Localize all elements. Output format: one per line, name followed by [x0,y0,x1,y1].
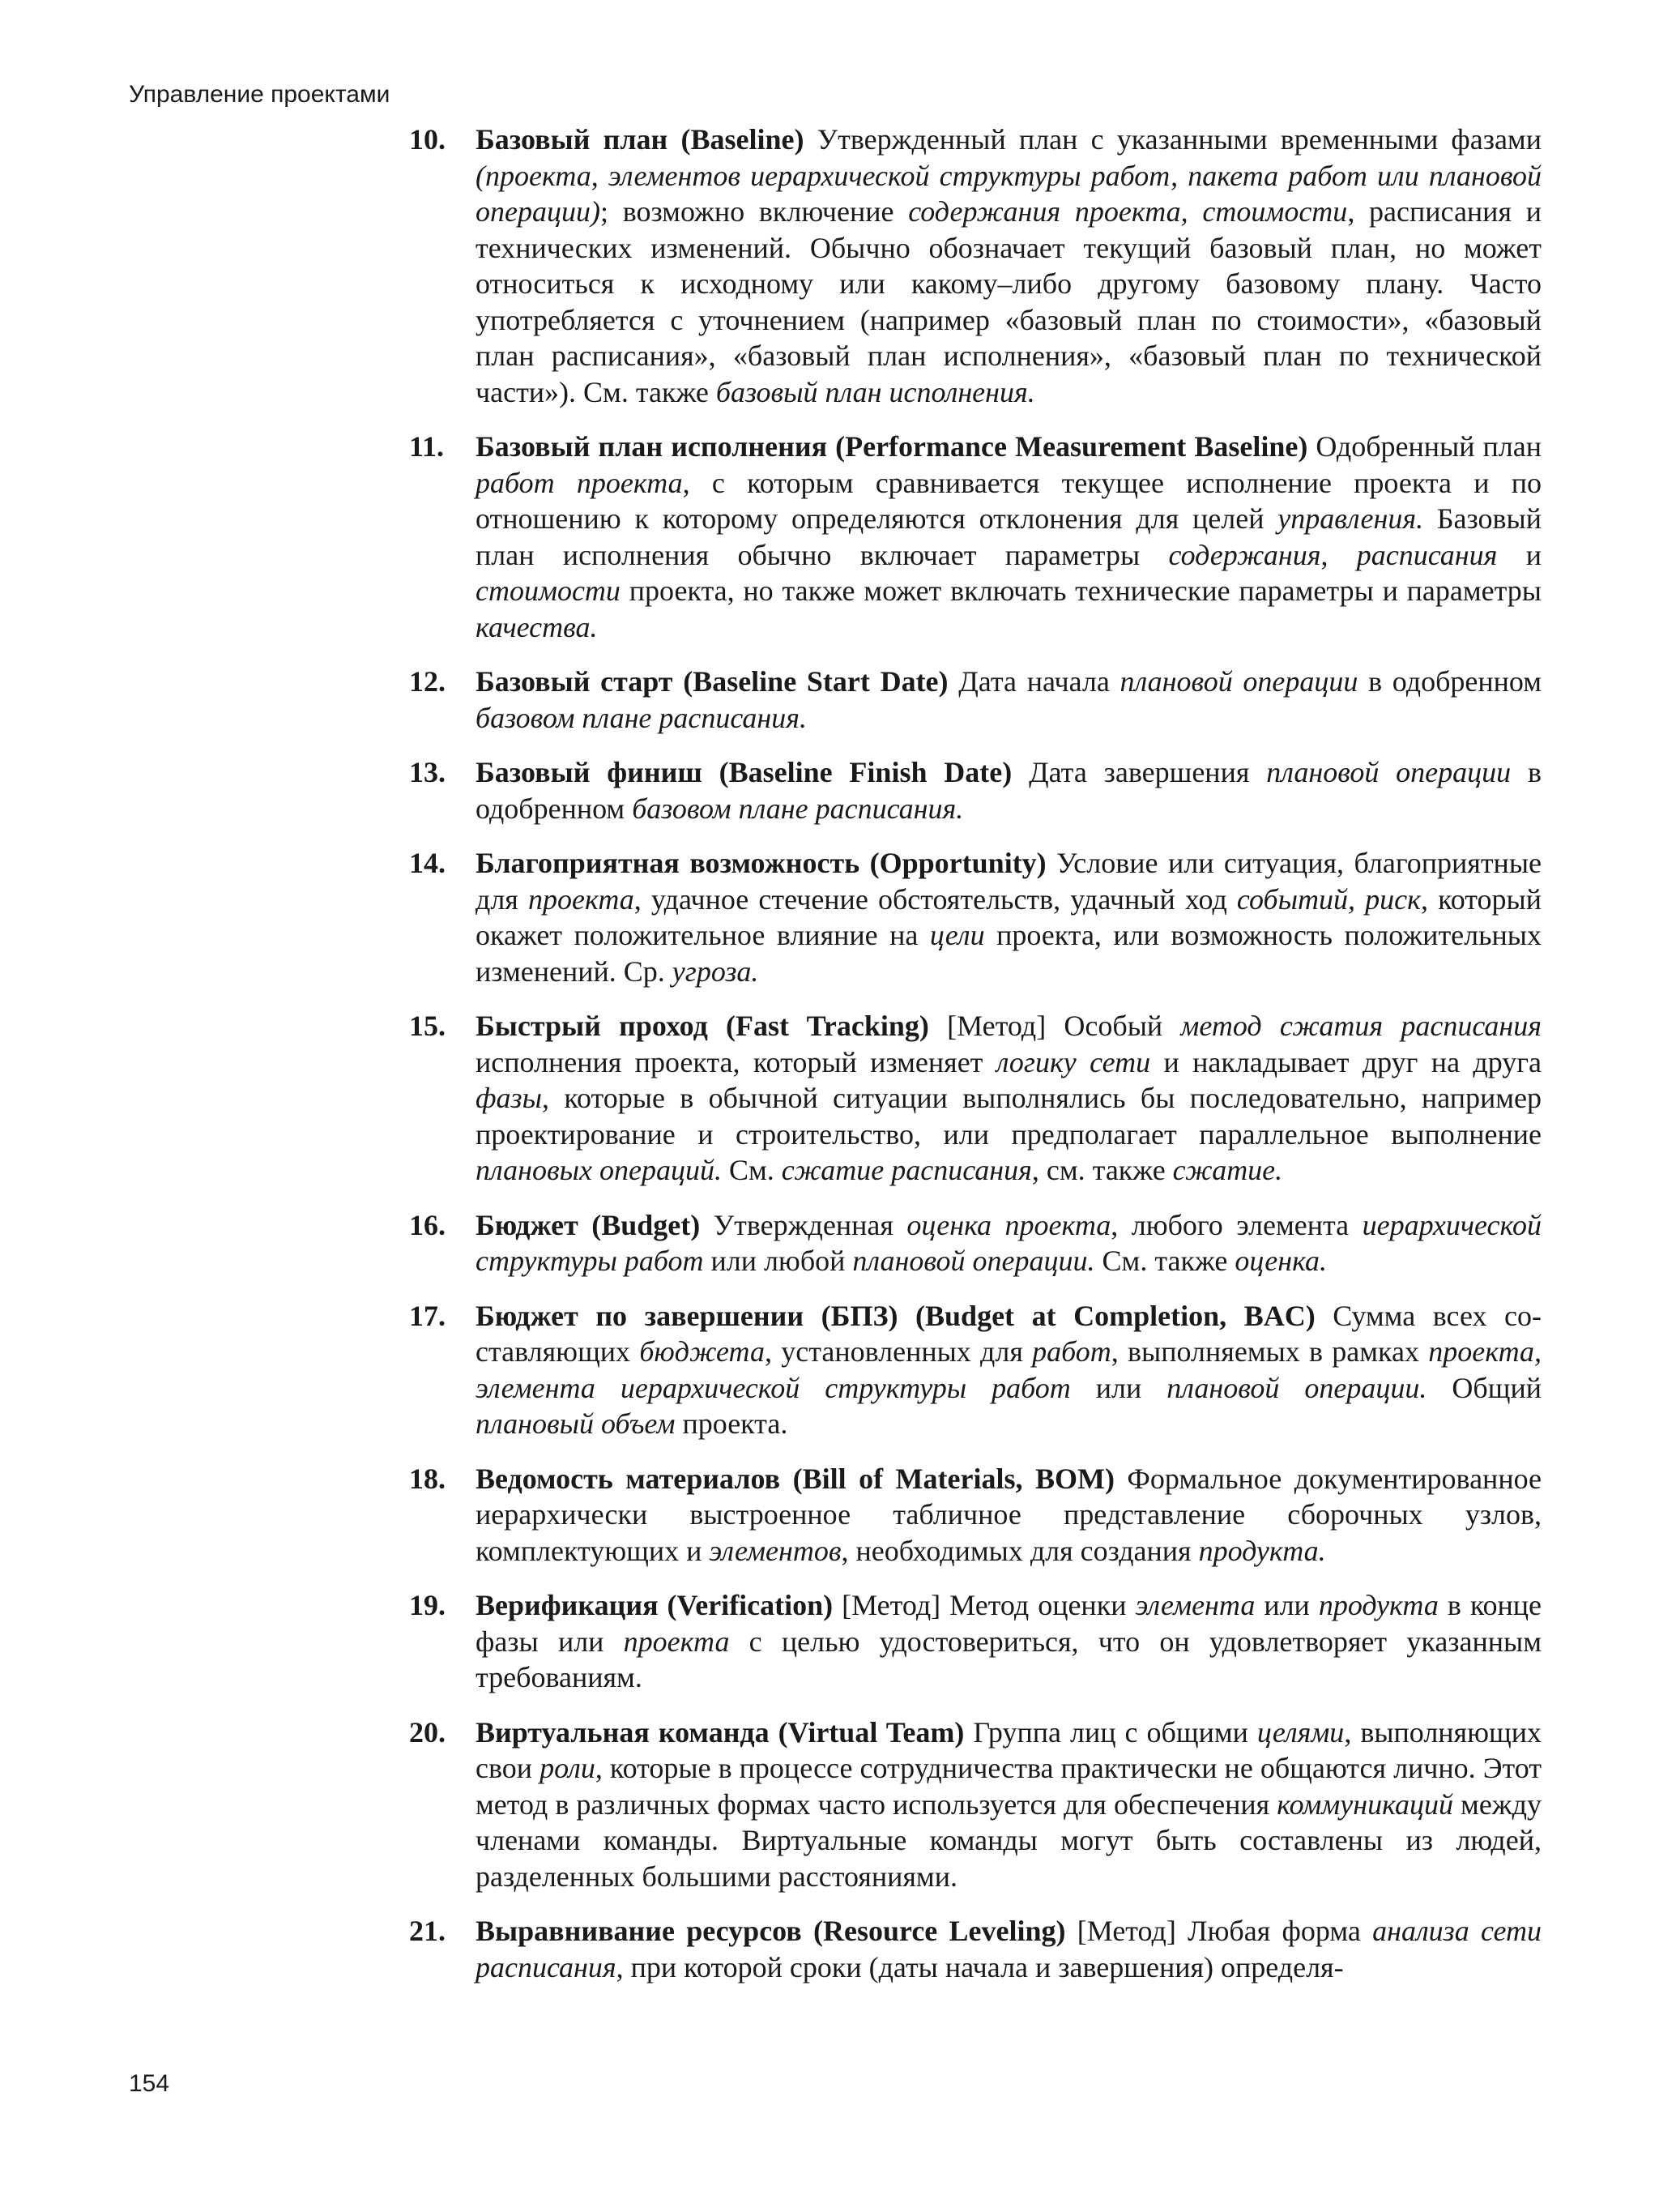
entry-number: 16. [409,1208,446,1241]
glossary-entry [409,1587,1542,1696]
entry-number: 13. [409,756,446,788]
entry-italic-text: метод сжатия расписания [1180,1010,1542,1042]
entry-italic-text: элементов [709,1534,842,1567]
entry-text: исполнения проекта, который изменяет [476,1045,996,1078]
entry-italic-text: проекта [623,1625,730,1658]
entry-italic-text: иерархической структуры работ [476,1208,1542,1277]
entry-italic-text: плановый объем [476,1407,676,1440]
entry-term: Базовый план исполнения (Performance Measurement Baseline) [476,430,1308,463]
entry-italic-text: сжатие. [1172,1154,1283,1186]
entry-italic-text: плановой операции. [852,1245,1095,1277]
entry-italic-text: коммуникаций [1277,1787,1454,1821]
entry-term: Ведомость материалов (Bill of Materials, BOM) [476,1462,1115,1495]
entry-italic-text: содержания проекта, стоимости [908,195,1348,228]
entry-term: Благоприятная возможность (Opportunity) [476,847,1047,879]
glossary-entry [409,1298,1542,1442]
entry-text: См. [721,1154,782,1186]
entry-text: или [1255,1589,1319,1621]
glossary-entry [409,845,1542,989]
glossary-entry [409,754,1542,826]
entry-text: Формальное документированное иерархически выстроенное табличное представление сборочных узлов, комплектующих и [476,1462,1542,1567]
glossary-entry [409,1715,1542,1895]
entry-text: Группа лиц с общими [964,1715,1257,1749]
entry-italic-text: управления. [1277,502,1424,535]
entry-italic-text: проекта [527,882,634,916]
entry-number: 11. [409,430,445,463]
entry-italic-text: плановых операций. [476,1154,722,1186]
entry-italic-text: расписания [1356,538,1498,571]
entry-term: Бюджет (Budget) [476,1208,701,1241]
running-header: Управление проектами [129,81,390,108]
entry-text: в одобренном [1358,665,1542,698]
glossary-entry [409,664,1542,736]
glossary-entry [409,1461,1542,1569]
entry-italic-text: плановой операции [1266,756,1512,788]
glossary-entry [409,429,1542,645]
glossary-list [409,122,1542,2004]
entry-italic-text: продукта [1318,1589,1439,1621]
entry-italic-text: оценка проекта [906,1208,1111,1241]
entry-text: с целью удостовериться, что он удовлетворяет указанным требованиям. [476,1625,1542,1693]
entry-italic-text: базовом плане расписания. [632,792,964,825]
entry-italic-text: анализа сети расписания [476,1915,1542,1984]
entry-italic-text: (проекта, элементов иерархической структуры работ, пакета работ или плановой операции) [476,159,1542,228]
entry-italic-text: содержания [1168,538,1321,571]
entry-text: Утвержденная [700,1208,907,1241]
entry-text: [Метод] Любая форма [1065,1915,1373,1947]
entry-text: Утвержденный план с указанными временными фазами [804,123,1542,156]
entry-text: , при которой сроки (даты начала и завершения) определя- [616,1950,1344,1984]
entry-italic-text: работ [1032,1335,1111,1368]
entry-text: , выполняемых в рамках [1111,1335,1429,1368]
entry-term: Базовый финиш (Baseline Finish Date) [476,756,1013,788]
entry-term: Верификация (Verification) [476,1589,834,1621]
entry-text: , см. также [1031,1154,1173,1186]
entry-italic-text: фазы [476,1082,542,1114]
entry-text: или любой [703,1245,853,1277]
entry-number: 17. [409,1299,446,1332]
entry-text: , выполняющих свои [476,1715,1542,1784]
entry-italic-text: плановой операции [1120,665,1358,698]
entry-number: 12. [409,665,446,698]
entry-text: проекта. [675,1407,788,1440]
entry-number: 10. [409,123,446,156]
entry-term: Базовый старт (Baseline Start Date) [476,665,949,698]
entry-italic-text: угроза. [672,954,759,988]
entry-text: , удачное стечение обстоятельств, удачный ход [633,882,1237,916]
entry-text: , [1320,538,1357,571]
entry-text: Базовый план исполнения обычно включает параметры [476,502,1542,571]
entry-italic-text: роли [539,1752,595,1784]
entry-italic-text: качества. [476,610,598,643]
entry-italic-text: бюджета [639,1335,765,1368]
entry-text: Одобренный план [1307,430,1542,463]
entry-term: Быстрый проход (Fast Tracking) [476,1010,929,1042]
entry-term: Бюджет по завершении (БПЗ) (Budget at Completion, BAC) [476,1299,1316,1332]
entry-text: , любого элемента [1111,1208,1363,1241]
entry-text: проекта, но также может включать технические параметры и параметры [620,574,1542,607]
entry-text: между членами команды. Виртуальные команды могут быть составлены из людей, разделенных большими расстояниями. [476,1787,1542,1893]
glossary-entry [409,1913,1542,1985]
entry-number: 14. [409,847,446,879]
entry-italic-text: событий, риск [1236,882,1421,916]
entry-number: 18. [409,1462,446,1495]
entry-text: , установленных для [764,1335,1033,1368]
entry-number: 15. [409,1010,446,1042]
entry-text: Сумма всех составляющих [476,1299,1542,1368]
entry-term: Выравнивание ресурсов (Resource Leveling) [476,1915,1066,1947]
entry-text: , с которым сравнивается текущее исполнение проекта и по отношению к которому определяются отклонения для целей [476,466,1542,535]
entry-number: 20. [409,1715,446,1749]
entry-text: , необходимых для создания [841,1534,1199,1567]
entry-term: Виртуальная команда (Virtual Team) [476,1715,965,1749]
entry-italic-text: базовом плане расписания. [476,701,808,734]
entry-italic-text: проекта, элемента иерархической структуры работ [476,1335,1542,1404]
entry-text: и [1497,538,1542,571]
entry-number: 19. [409,1589,446,1621]
entry-text: , которые в обычной ситуации выполнялись бы последовательно, например проектирование и строительство, или предполагает параллельное выполнение [476,1082,1542,1151]
entry-italic-text: целями [1256,1715,1345,1749]
entry-text: в одобренном [476,756,1542,825]
entry-italic-text: цели [929,919,985,951]
entry-text: , которые в процессе сотрудничества практически не общаются лично. Этот метод в различных формах часто используется для обеспечения [476,1752,1542,1821]
entry-italic-text: работ проекта [476,466,683,499]
glossary-entry [409,122,1542,410]
entry-italic-text: сжатие расписания [781,1154,1032,1186]
entry-text: [Метод] Особый [928,1010,1181,1042]
entry-number: 21. [409,1915,446,1947]
entry-text: в конце фазы или [476,1589,1542,1658]
entry-text: Общий [1427,1371,1542,1404]
entry-italic-text: элемента [1135,1589,1256,1621]
entry-italic-text: стоимости [476,574,621,607]
entry-text: и накладывает друг на друга [1150,1045,1542,1078]
entry-italic-text: логику сети [996,1045,1151,1078]
entry-italic-text: оценка. [1235,1245,1328,1277]
entry-text: проекта, или возможность положительных изменений. Ср. [476,919,1542,988]
entry-italic-text: продукта. [1198,1534,1326,1567]
entry-text: Дата завершения [1012,756,1267,788]
entry-text: или [1070,1371,1167,1404]
entry-text: , расписания и технических изменений. Обычно обозначает текущий базовый план, но может относиться к исходному или какому–либо другому базовому плану. Часто употребляется с уточнением (например «базовый план по стоимости», «базовый план расписания», «базовый план исполнения», «базовый план по технической части»). См. также [476,195,1542,408]
entry-term: Базовый план (Baseline) [476,123,804,156]
entry-text: ; возможно включение [599,195,909,228]
page-number: 154 [129,2070,170,2097]
entry-italic-text: базовый план исполнения. [715,375,1035,408]
entry-text: Дата начала [948,665,1120,698]
entry-text: См. также [1094,1245,1235,1277]
entry-italic-text: плановой операции. [1166,1371,1427,1404]
entry-text: Условие или ситуация, благоприятные для [476,847,1542,916]
glossary-entry [409,1008,1542,1189]
entry-text: [Метод] Метод оценки [833,1589,1136,1621]
glossary-entry [409,1207,1542,1279]
entry-text: , который окажет положительное влияние на [476,882,1542,951]
